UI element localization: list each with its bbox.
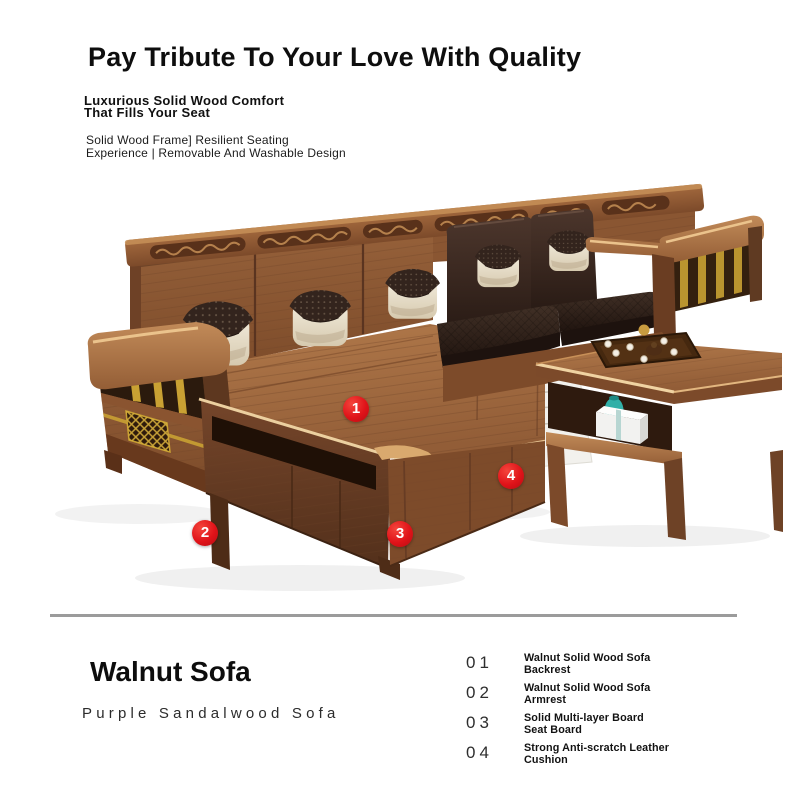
- callout-line-1: Walnut Solid Wood Sofa: [524, 652, 651, 664]
- callout-number: 02: [466, 683, 493, 702]
- callout-item-2: [466, 683, 776, 706]
- callout-description: [524, 743, 669, 766]
- sofa-illustration: [40, 180, 785, 630]
- pillow-4: [475, 245, 522, 288]
- number-badge-4: 4: [498, 463, 524, 489]
- tea-caddy: [639, 325, 650, 336]
- callout-line-2: Armrest: [524, 693, 567, 706]
- coffee-table: [536, 325, 783, 541]
- callout-description: [524, 683, 650, 706]
- callout-number: 04: [466, 743, 493, 762]
- callout-description: [524, 713, 644, 736]
- callout-line-1: Strong Anti-scratch Leather: [524, 742, 670, 754]
- callout-item-3: [466, 713, 776, 736]
- number-badge-2: 2: [192, 520, 218, 546]
- callout-line-1: Walnut Solid Wood Sofa: [524, 682, 651, 694]
- callout-line-2: Cushion: [524, 753, 568, 766]
- callout-number: 01: [466, 653, 493, 672]
- product-subtitle: Purple Sandalwood Sofa: [82, 705, 340, 722]
- divider-line: [50, 614, 737, 617]
- callout-description: [524, 653, 650, 676]
- subtitle: [84, 95, 284, 118]
- feature-text: [86, 134, 346, 159]
- pillow-5: [547, 231, 591, 272]
- pillow-2: [289, 290, 350, 346]
- subtitle-line-1: Luxurious Solid Wood Comfort: [84, 93, 285, 108]
- pillow-3: [385, 269, 440, 319]
- callout-number: 03: [466, 713, 493, 732]
- subtitle-line-2: That Fills Your Seat: [84, 104, 211, 120]
- callout-line-2: Seat Board: [524, 723, 582, 736]
- feature-line-2: Experience | Removable And Washable Design: [86, 145, 346, 160]
- product-name: Walnut Sofa: [90, 656, 251, 687]
- page-title: Pay Tribute To Your Love With Quality: [88, 42, 582, 72]
- callout-item-1: [466, 653, 776, 676]
- sofa-product-photo: [0, 178, 800, 630]
- feature-line-1: Solid Wood Frame] Resilient Seating: [86, 133, 289, 147]
- callout-line-2: Backrest: [524, 663, 571, 676]
- callout-item-4: [466, 743, 776, 766]
- callout-list: [466, 653, 776, 766]
- number-badge-3: 3: [387, 521, 413, 547]
- callout-line-1: Solid Multi-layer Board: [524, 712, 644, 724]
- number-badge-1: 1: [343, 396, 369, 422]
